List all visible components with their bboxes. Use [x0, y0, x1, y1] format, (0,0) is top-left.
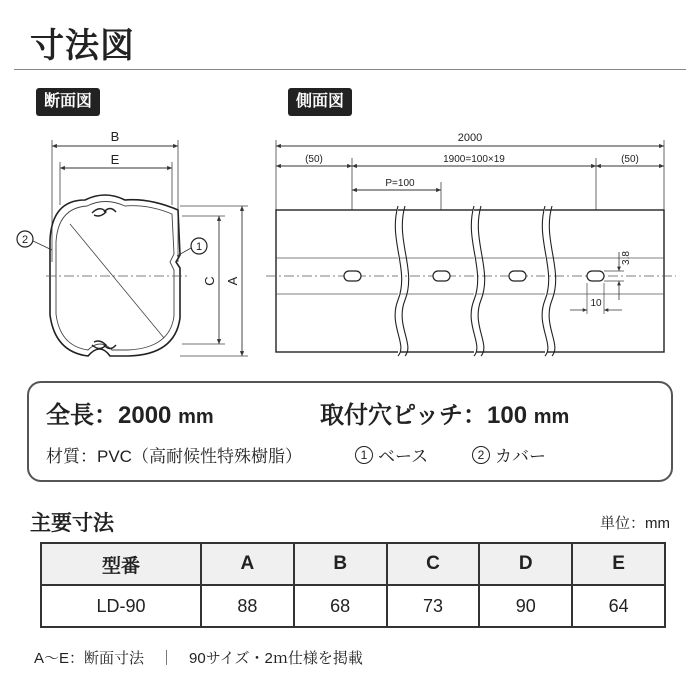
cross-section-tag: 断面図	[36, 88, 100, 116]
dim-pitch-span-label: 1900=100×19	[443, 154, 505, 165]
table-row	[41, 585, 665, 627]
header-a: A	[201, 543, 294, 585]
cross-section-drawing	[17, 129, 248, 356]
cell-e: 64	[572, 585, 665, 627]
profile-outer	[50, 195, 180, 356]
hole-pitch-unit: mm	[533, 406, 570, 428]
dimensions-table	[40, 542, 666, 628]
callout-2-label: 2	[21, 234, 29, 246]
dim-left-margin-label: (50)	[305, 154, 323, 165]
dim-a-label: A	[225, 276, 240, 286]
hole-pitch-label: 取付穴ピッチ：	[320, 402, 488, 429]
header-e: E	[572, 543, 665, 585]
total-length	[46, 395, 214, 430]
header-model: 型番	[41, 543, 201, 585]
dim-e-label: E	[110, 152, 120, 167]
dim-b-label: B	[110, 129, 120, 144]
material-text: 材質：PVC（高耐候性特殊樹脂）	[46, 447, 302, 466]
total-length-unit: mm	[178, 406, 214, 428]
mount-slot	[509, 271, 526, 281]
dim-hole-width-label: 10	[590, 298, 602, 309]
callout-1-label: 1	[195, 241, 203, 253]
cell-b: 68	[294, 585, 387, 627]
page-title: 寸法図	[30, 27, 135, 65]
cell-c: 73	[387, 585, 480, 627]
hole-pitch	[320, 395, 569, 430]
side-view-drawing	[266, 132, 676, 356]
header-d: D	[479, 543, 572, 585]
cell-model: LD-90	[41, 585, 201, 627]
dim-pitch-label: P=100	[385, 178, 415, 189]
table-header-row	[41, 543, 665, 585]
footnote: A～E：断面寸法 ｜ 90サイズ・2ｍ仕様を掲載	[34, 650, 363, 667]
header-b: B	[294, 543, 387, 585]
cell-d: 90	[479, 585, 572, 627]
mount-slot	[587, 271, 604, 281]
main-dims-title: 主要寸法	[30, 512, 114, 535]
header-c: C	[387, 543, 480, 585]
legend-base	[355, 442, 428, 467]
total-length-value: 2000	[118, 402, 172, 429]
legend-base-number: 1	[355, 446, 373, 464]
dim-right-margin-label: (50)	[621, 154, 639, 165]
legend-base-label: ベース	[378, 447, 429, 466]
cell-a: 88	[201, 585, 294, 627]
mount-slot	[344, 271, 361, 281]
legend-cover	[472, 442, 546, 467]
legend-cover-number: 2	[472, 446, 490, 464]
dim-c-label: C	[202, 276, 217, 286]
side-view-tag: 側面図	[288, 88, 352, 116]
mount-slot	[433, 271, 450, 281]
hole-pitch-value: 100	[487, 402, 528, 429]
total-length-label: 全長：	[46, 402, 118, 429]
dim-total-label: 2000	[457, 132, 483, 144]
unit-label: 単位：mm	[600, 515, 670, 532]
dim-hole-height-label: 3.8	[621, 251, 632, 265]
legend-cover-label: カバー	[495, 447, 546, 466]
